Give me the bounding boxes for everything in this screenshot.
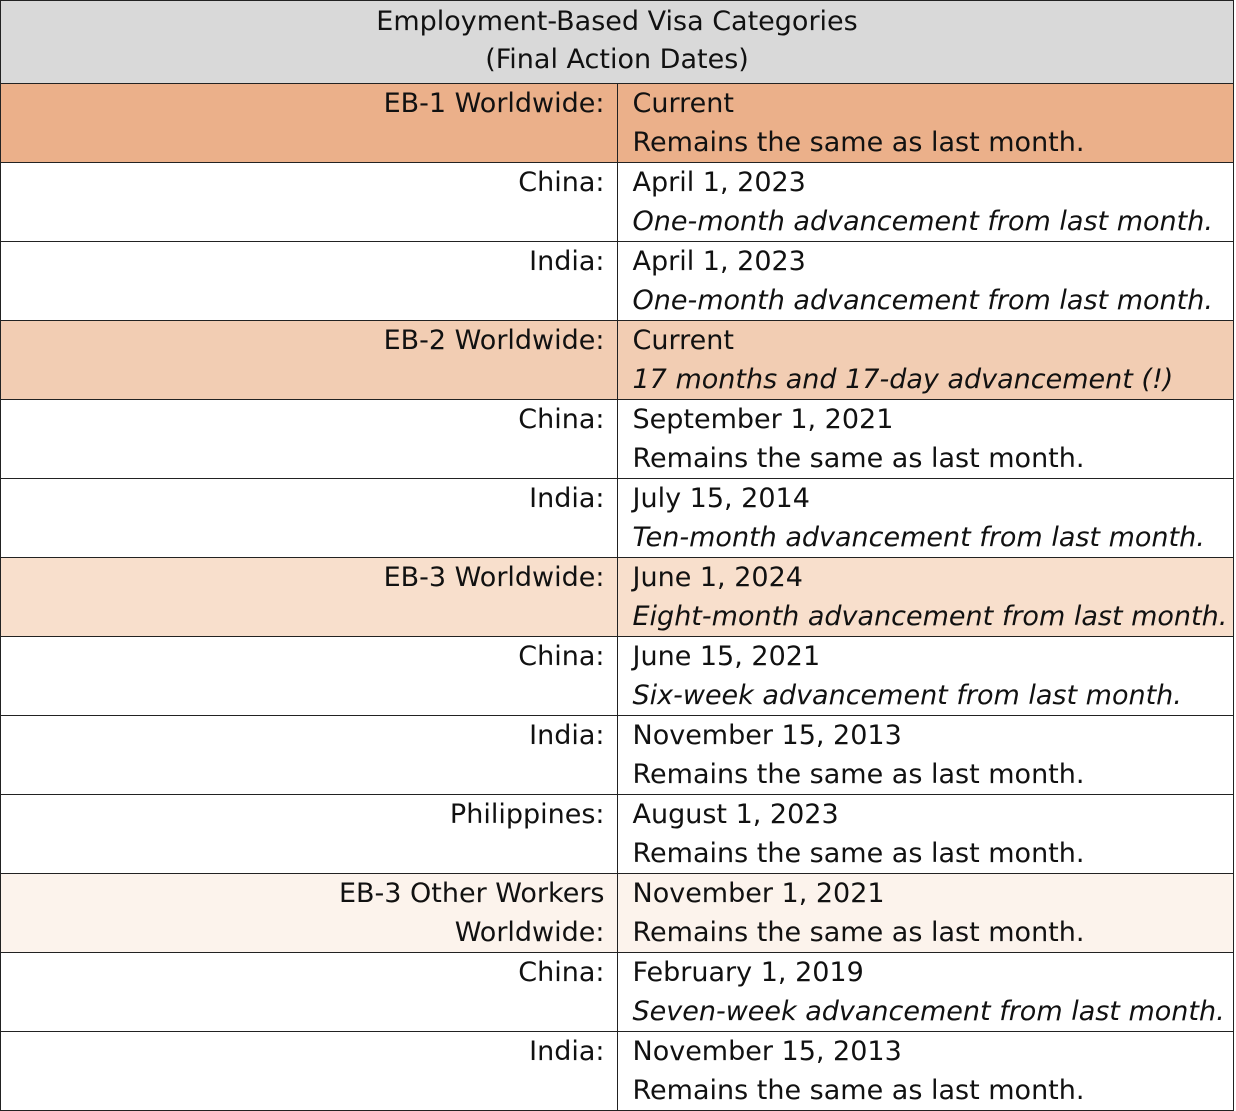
category-label-cell xyxy=(1,1032,618,1111)
category-label: China: xyxy=(518,641,605,672)
final-action-date-cell xyxy=(617,400,1234,479)
category-label: China: xyxy=(518,404,605,435)
change-note: Remains the same as last month. xyxy=(632,1075,1085,1106)
final-action-date: September 1, 2021 xyxy=(632,404,894,435)
category-label: China: xyxy=(518,167,605,198)
final-action-date-cell xyxy=(617,637,1234,716)
final-action-date-cell xyxy=(617,163,1234,242)
category-label: India: xyxy=(529,483,605,514)
table-subtitle: (Final Action Dates) xyxy=(485,44,749,75)
table-row xyxy=(1,242,1234,321)
final-action-date: Current xyxy=(632,325,734,356)
final-action-date: April 1, 2023 xyxy=(632,246,806,277)
table-body xyxy=(1,1,1234,1111)
table-header-row xyxy=(1,1,1234,84)
table-row xyxy=(1,1032,1234,1111)
final-action-date-cell xyxy=(617,874,1234,953)
change-note: Remains the same as last month. xyxy=(632,443,1085,474)
final-action-date: Current xyxy=(632,88,734,119)
table-title: Employment-Based Visa Categories xyxy=(376,6,858,37)
final-action-date: November 15, 2013 xyxy=(632,1036,902,1067)
final-action-date-cell xyxy=(617,795,1234,874)
category-label-cell xyxy=(1,242,618,321)
table-row xyxy=(1,163,1234,242)
final-action-date: February 1, 2019 xyxy=(632,957,864,988)
final-action-date-cell xyxy=(617,716,1234,795)
category-label: EB-3 Other Workers xyxy=(338,878,605,909)
category-label-cell xyxy=(1,321,618,400)
table-row xyxy=(1,84,1234,163)
change-note: Seven-week advancement from last month. xyxy=(632,996,1225,1027)
table-row xyxy=(1,321,1234,400)
table-row xyxy=(1,953,1234,1032)
category-label-cell xyxy=(1,400,618,479)
table-row xyxy=(1,795,1234,874)
category-label-cell xyxy=(1,479,618,558)
category-label: India: xyxy=(529,720,605,751)
table-row xyxy=(1,479,1234,558)
change-note: 17 months and 17-day advancement (!) xyxy=(632,364,1174,395)
final-action-date: November 15, 2013 xyxy=(632,720,902,751)
final-action-date-cell xyxy=(617,321,1234,400)
final-action-date: April 1, 2023 xyxy=(632,167,806,198)
category-label-cell xyxy=(1,558,618,637)
category-label-cell xyxy=(1,874,618,953)
category-label-cell xyxy=(1,163,618,242)
category-label-cell xyxy=(1,637,618,716)
final-action-date-cell xyxy=(617,558,1234,637)
final-action-date-cell xyxy=(617,84,1234,163)
change-note: Six-week advancement from last month. xyxy=(632,680,1182,711)
final-action-date: June 15, 2021 xyxy=(632,641,821,672)
category-label: EB-2 Worldwide: xyxy=(383,325,605,356)
table-header-cell xyxy=(1,1,1234,84)
table-row xyxy=(1,716,1234,795)
change-note: Remains the same as last month. xyxy=(632,917,1085,948)
change-note: Ten-month advancement from last month. xyxy=(632,522,1205,553)
category-label-cell xyxy=(1,84,618,163)
change-note: One-month advancement from last month. xyxy=(632,285,1213,316)
final-action-date-cell xyxy=(617,1032,1234,1111)
change-note: One-month advancement from last month. xyxy=(632,206,1213,237)
final-action-date: November 1, 2021 xyxy=(632,878,885,909)
category-label: EB-3 Worldwide: xyxy=(383,562,605,593)
category-label: China: xyxy=(518,957,605,988)
table-row xyxy=(1,874,1234,953)
category-label-cell xyxy=(1,953,618,1032)
final-action-date: July 15, 2014 xyxy=(632,483,810,514)
category-label: India: xyxy=(529,246,605,277)
category-label: Philippines: xyxy=(449,799,605,830)
category-label-cell xyxy=(1,795,618,874)
category-label-cell xyxy=(1,716,618,795)
category-label: EB-1 Worldwide: xyxy=(383,88,605,119)
change-note: Remains the same as last month. xyxy=(632,838,1085,869)
final-action-date-cell xyxy=(617,953,1234,1032)
table-row xyxy=(1,400,1234,479)
change-note: Remains the same as last month. xyxy=(632,127,1085,158)
category-label: India: xyxy=(529,1036,605,1067)
table-row xyxy=(1,558,1234,637)
change-note: Remains the same as last month. xyxy=(632,759,1085,790)
final-action-date: June 1, 2024 xyxy=(632,562,803,593)
final-action-date-cell xyxy=(617,242,1234,321)
final-action-date-cell xyxy=(617,479,1234,558)
final-action-date: August 1, 2023 xyxy=(632,799,839,830)
table-row xyxy=(1,637,1234,716)
category-label: Worldwide: xyxy=(454,917,605,948)
change-note: Eight-month advancement from last month. xyxy=(632,601,1228,632)
